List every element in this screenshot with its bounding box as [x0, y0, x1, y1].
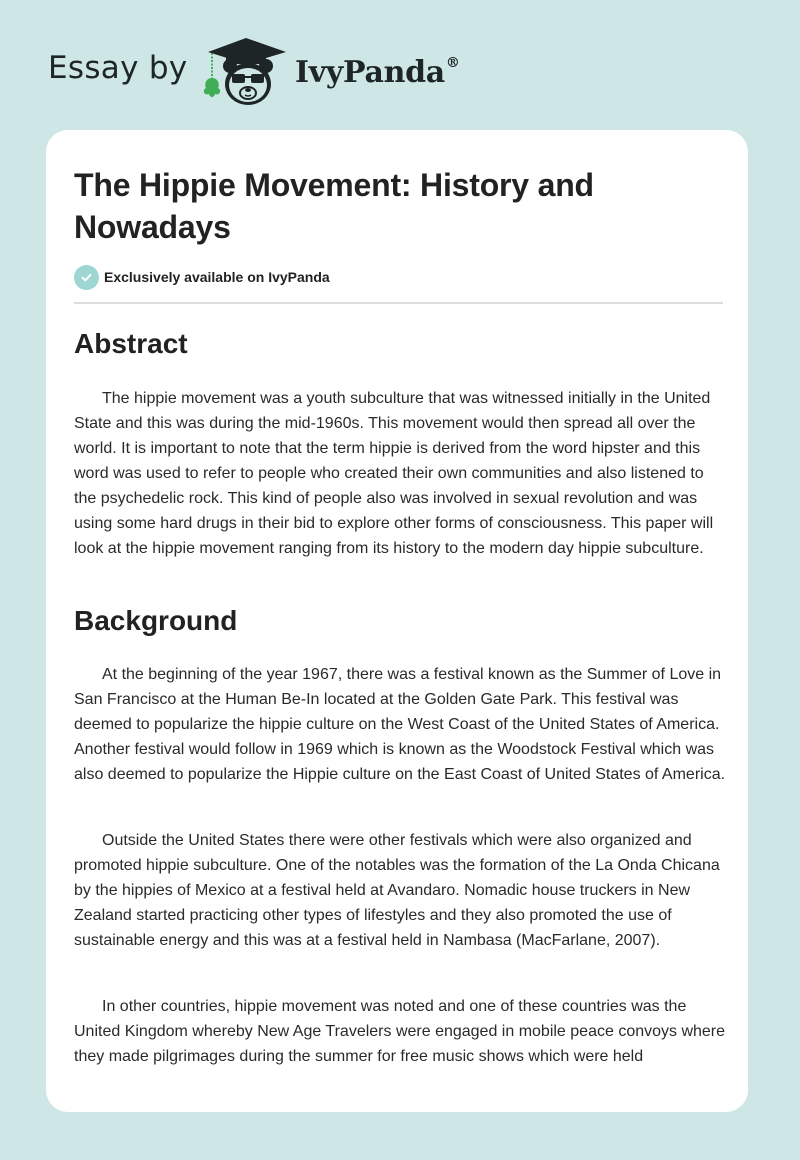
- paragraph: Outside the United States there were other festivals which were also organized and promoted hippie subculture. One of the notables was the formation of the La Onda Chicana by the hippies of Mexico at a festival held at Avandaro. Nomadic house truckers in New Zealand started practicing other types of lifestyles and they also promoted the use of sustainable energy and this was at a festival held in Nambasa (MacFarlane, 2007).: [74, 832, 720, 949]
- registered-mark: ®: [445, 55, 460, 71]
- brand-text: IvyPanda: [295, 55, 445, 90]
- paragraph: At the beginning of the year 1967, there was a festival known as the Summer of Love in San Francisco at the Human Be-In located at the Golden Gate Park. This festival was deemed to popularize the hippie culture on the West Coast of the United States of America. Another festival would follow in 1969 which is known as the Woodstock Festival which was also deemed to popularize the Hippie culture on the East Coast of United States of America.: [74, 666, 726, 783]
- brand-name[interactable]: [295, 55, 460, 90]
- paragraph: In other countries, hippie movement was noted and one of these countries was the United Kingdom whereby New Age Travelers were engaged in mobile peace convoys where they made pilgrimages during the summer for free music shows which were held: [74, 998, 726, 1065]
- exclusive-badge: [74, 264, 330, 290]
- site-header: [0, 0, 800, 130]
- essay-card: [46, 130, 748, 1112]
- essay-title: The Hippie Movement: History and Nowadays: [74, 167, 594, 245]
- paragraph: The hippie movement was a youth subculture that was witnessed initially in the United State and this was during the mid-1960s. This movement would then spread all over the world. It is important to note that the term hippie is derived from the word hipster and this word was used to refer to people who created their own communities and also listened to the psychedelic rock. This kind of people also was involved in sexual revolution and was using some hard drugs in their bid to explore other forms of consciousness. This paper will look at the hippie movement ranging from its history to the modern day hippie subculture.: [74, 390, 714, 557]
- title-divider: [74, 302, 723, 304]
- check-circle-icon: [74, 265, 99, 290]
- section-heading-abstract: Abstract: [74, 328, 188, 359]
- essay-by-label: Essay by: [48, 50, 188, 86]
- exclusive-text: Exclusively available on IvyPanda: [104, 269, 330, 285]
- panda-graduation-cap-icon[interactable]: [200, 36, 292, 108]
- section-heading-background: Background: [74, 605, 238, 636]
